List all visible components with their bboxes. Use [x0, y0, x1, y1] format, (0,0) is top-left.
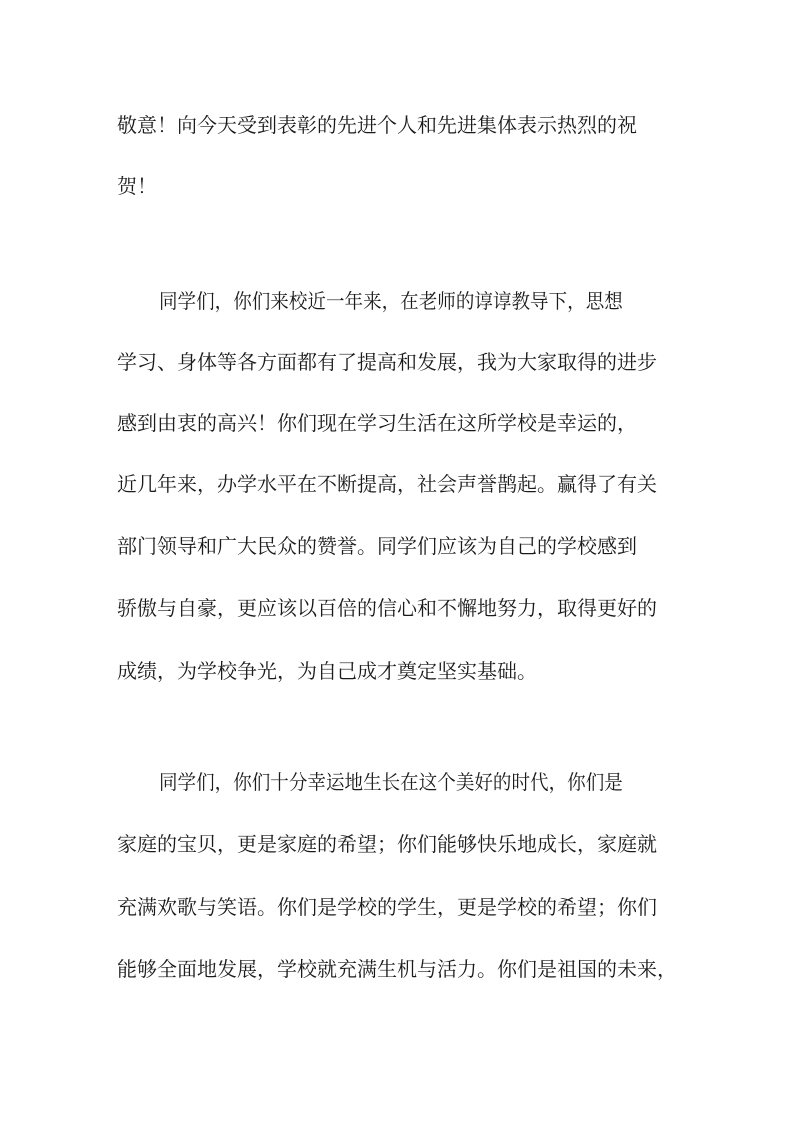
text-line: 家庭的宝贝，更是家庭的希望；你们能够快乐地成长，家庭就 — [117, 832, 657, 856]
text-line: 骄傲与自豪，更应该以百倍的信心和不懈地努力，取得更好的 — [117, 596, 657, 620]
text-line: 感到由衷的高兴！你们现在学习生活在这所学校是幸运的， — [117, 411, 637, 435]
text-line: 部门领导和广大民众的赞誉。同学们应该为自己的学校感到 — [117, 534, 637, 558]
text-line: 能够全面地发展，学校就充满生机与活力。你们是祖国的未来， — [117, 957, 677, 981]
text-line: 成绩，为学校争光，为自己成才奠定坚实基础。 — [117, 659, 537, 683]
text-line: 敬意！向今天受到表彰的先进个人和先进集体表示热烈的祝 — [117, 113, 637, 137]
text-line: 充满欢歌与笑语。你们是学校的学生，更是学校的希望；你们 — [117, 895, 657, 919]
text-line: 贺！ — [117, 174, 157, 198]
text-line: 近几年来，办学水平在不断提高，社会声誉鹊起。赢得了有关 — [117, 472, 657, 496]
text-line: 同学们，你们来校近一年来，在老师的谆谆教导下，思想 — [159, 289, 623, 313]
text-line: 学习、身体等各方面都有了提高和发展，我为大家取得的进步 — [117, 350, 657, 374]
text-line: 同学们，你们十分幸运地生长在这个美好的时代，你们是 — [159, 770, 623, 794]
